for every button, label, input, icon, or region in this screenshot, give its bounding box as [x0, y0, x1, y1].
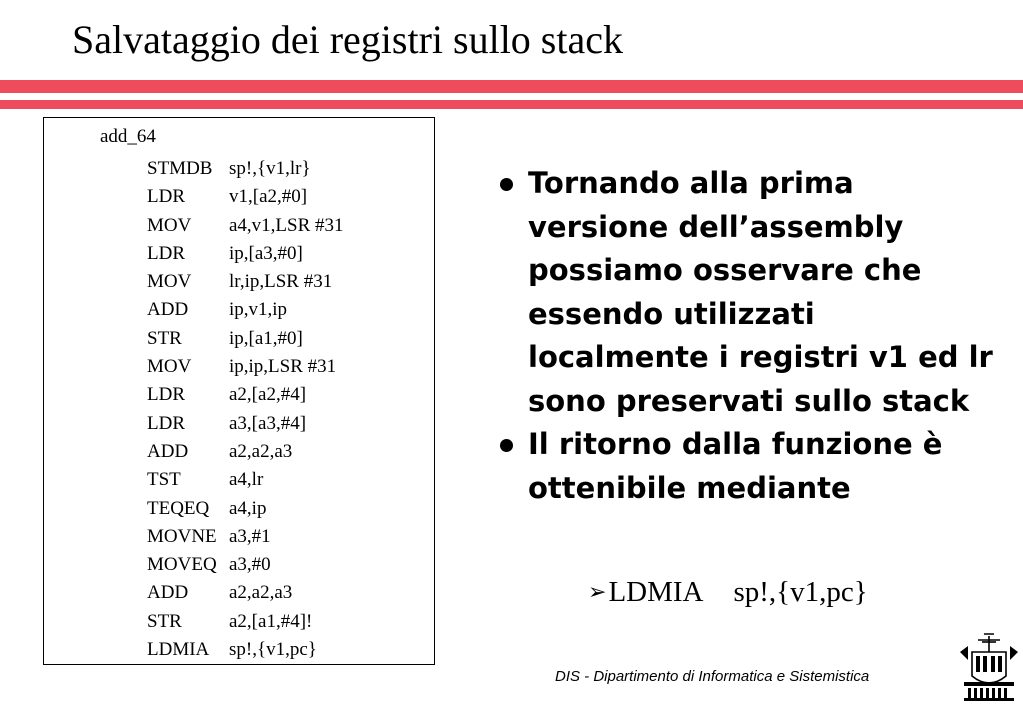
bullet-item	[496, 423, 996, 510]
code-line	[147, 183, 344, 211]
bullet-text: Tornando alla prima versione dell’assembly possiamo osservare che essendo utilizzati localmente i registri v1 ed lr sono preservati sullo stack	[528, 166, 993, 418]
code-args: ip,ip,LSR #31	[229, 356, 337, 378]
code-lines	[147, 155, 344, 664]
sub-bullet-op: LDMIA	[608, 576, 704, 608]
code-op: TEQEQ	[147, 497, 210, 519]
code-args: a3,#1	[229, 525, 271, 547]
code-line	[147, 608, 344, 636]
code-label: add_64	[100, 126, 156, 147]
code-line	[147, 296, 344, 324]
code-args: ip,[a1,#0]	[229, 327, 303, 349]
code-args: a3,#0	[229, 554, 271, 576]
code-op: ADD	[147, 299, 189, 321]
code-line	[147, 523, 344, 551]
code-args: a2,[a2,#4]	[229, 384, 307, 406]
footer-text: DIS - Dipartimento di Informatica e Sistemistica	[555, 668, 870, 685]
code-op: LDR	[147, 186, 185, 208]
code-args: a3,[a3,#4]	[229, 412, 307, 434]
code-args: a2,[a1,#4]!	[229, 610, 313, 632]
code-op: LDR	[147, 412, 185, 434]
bullet-dot-icon	[500, 439, 513, 452]
code-op: LDR	[147, 384, 185, 406]
code-op: STMDB	[147, 158, 213, 179]
sub-bullet-args: sp!,{v1,pc}	[733, 576, 868, 608]
code-line	[147, 636, 344, 664]
code-line	[147, 240, 344, 268]
code-args: a2,a2,a3	[229, 582, 293, 604]
code-args: lr,ip,LSR #31	[229, 271, 333, 293]
university-seal-icon	[958, 632, 1020, 702]
code-line	[147, 438, 344, 466]
code-line	[147, 325, 344, 353]
code-op: MOV	[147, 214, 192, 236]
bullet-dot-icon	[500, 178, 513, 191]
bullet-text: Il ritorno dalla funzione è ottenibile mediante	[528, 427, 943, 505]
code-line	[147, 551, 344, 579]
code-args: a4,ip	[229, 497, 267, 519]
code-args: ip,v1,ip	[229, 299, 288, 321]
bullet-item	[496, 162, 996, 423]
code-line	[147, 381, 344, 409]
slide-title: Salvataggio dei registri sullo stack	[72, 17, 623, 62]
code-args: a4,v1,LSR #31	[229, 214, 344, 236]
code-op: MOV	[147, 271, 192, 293]
code-listing-box	[43, 117, 435, 665]
code-op: TST	[147, 469, 181, 491]
code-line	[147, 579, 344, 607]
code-op: MOVNE	[147, 525, 217, 547]
code-line	[147, 495, 344, 523]
code-op: MOV	[147, 356, 192, 378]
code-args: ip,[a3,#0]	[229, 242, 303, 264]
bullet-list	[496, 162, 996, 510]
code-args: a4,lr	[229, 469, 264, 491]
code-args: sp!,{v1,lr}	[229, 158, 311, 179]
code-op: MOVEQ	[147, 554, 217, 576]
code-line	[147, 353, 344, 381]
code-op: STR	[147, 327, 182, 349]
code-op: ADD	[147, 582, 189, 604]
header-rule-thin	[0, 100, 1023, 109]
code-line	[147, 212, 344, 240]
code-line	[147, 155, 344, 183]
header-rule-thick	[0, 80, 1023, 93]
code-op: ADD	[147, 440, 189, 462]
code-op: STR	[147, 610, 182, 632]
code-op: LDR	[147, 242, 185, 264]
code-op: LDMIA	[147, 639, 210, 661]
code-args: v1,[a2,#0]	[229, 186, 308, 208]
code-args: a2,a2,a3	[229, 440, 293, 462]
code-args: sp!,{v1,pc}	[229, 639, 317, 661]
arrow-right-icon: ➢	[588, 580, 607, 605]
code-line	[147, 268, 344, 296]
sub-bullet	[588, 574, 868, 611]
code-line	[147, 410, 344, 438]
code-line	[147, 466, 344, 494]
